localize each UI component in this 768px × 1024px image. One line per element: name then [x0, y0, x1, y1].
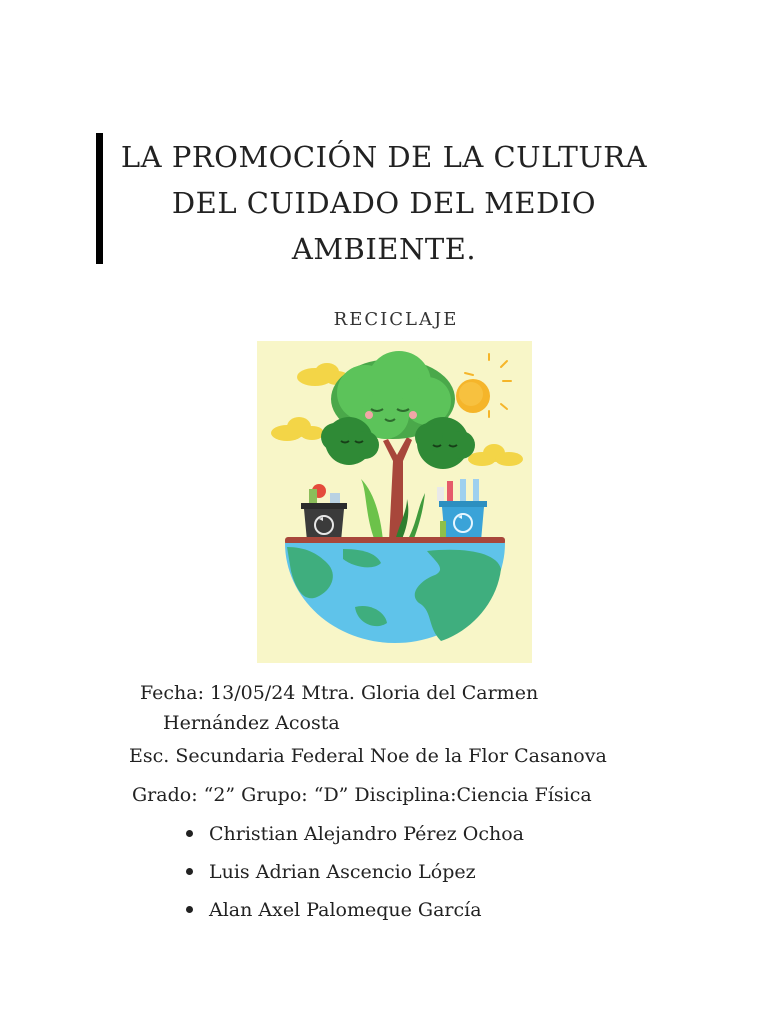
grade-group-discipline: Grado: “2” Grupo: “D” Disciplina:Ciencia Física — [132, 784, 592, 806]
school-name: Esc. Secundaria Federal Noe de la Flor Casanova — [129, 745, 607, 767]
list-item: Alan Axel Palomeque García — [186, 896, 524, 934]
list-item: Christian Alejandro Pérez Ochoa — [186, 820, 524, 858]
team-members-list — [186, 820, 524, 934]
earth-tree-recycling-illustration — [257, 341, 532, 663]
date-teacher-line-1: Fecha: 13/05/24 Mtra. Gloria del Carmen — [140, 682, 539, 704]
subtitle: RECICLAJE — [333, 309, 459, 330]
date-teacher-info — [140, 678, 538, 738]
date-teacher-line-2: Hernández Acosta — [163, 712, 340, 734]
title-line-2: DEL CUIDADO DEL MEDIO — [171, 186, 597, 220]
list-item: Luis Adrian Ascencio López — [186, 858, 524, 896]
title-line-3: AMBIENTE. — [291, 232, 477, 266]
page-title — [112, 134, 656, 272]
title-accent-bar — [96, 133, 103, 264]
title-line-1: LA PROMOCIÓN DE LA CULTURA — [120, 140, 648, 174]
